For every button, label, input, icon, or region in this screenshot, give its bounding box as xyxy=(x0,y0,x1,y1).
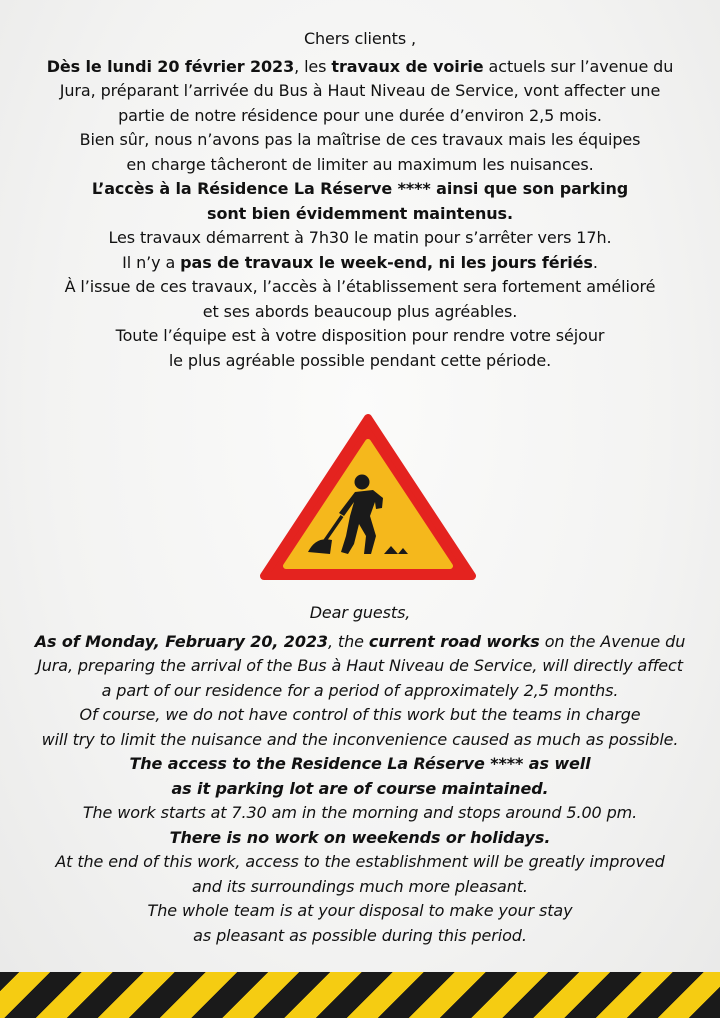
notice-line xyxy=(0,275,720,300)
notice-line xyxy=(0,153,720,178)
french-notice xyxy=(0,27,720,373)
french-body xyxy=(0,55,720,374)
bold-text: sont bien évidemment maintenus. xyxy=(207,203,513,223)
bold-text: current road works xyxy=(368,631,540,651)
notice-line xyxy=(0,128,720,153)
bold-text: pas de travaux le week-end, ni les jours fériés xyxy=(180,252,593,272)
text: At the end of this work, access to the establishment will be greatly improved xyxy=(55,852,665,871)
notice-line xyxy=(0,349,720,374)
french-greeting: Chers clients , xyxy=(303,29,417,48)
text: The work starts at 7.30 am in the morning and stops around 5.00 pm. xyxy=(82,803,638,822)
english-body xyxy=(0,630,720,949)
notice-line xyxy=(0,875,720,900)
text: , the xyxy=(327,631,369,651)
notice-line xyxy=(0,850,720,875)
text: as pleasant as possible during this period. xyxy=(193,925,527,945)
text: Toute l’équipe est à votre disposition pour rendre votre séjour xyxy=(115,326,605,345)
text: , les xyxy=(294,56,332,76)
notice-line xyxy=(0,104,720,129)
text: . xyxy=(592,252,598,272)
notice-line xyxy=(0,752,720,777)
text: a part of our residence for a period of approximately 2,5 months. xyxy=(101,680,619,700)
text: will try to limit the nuisance and the inconvenience caused as much as possible. xyxy=(41,729,679,749)
hazard-stripe-border xyxy=(0,972,720,1018)
text: et ses abords beaucoup plus agréables. xyxy=(202,301,518,321)
notice-line xyxy=(0,300,720,325)
bold-text: There is no work on weekends or holidays. xyxy=(169,827,551,847)
notice-line xyxy=(0,728,720,753)
english-notice xyxy=(0,601,720,948)
notice-line xyxy=(0,630,720,655)
notice-line xyxy=(0,202,720,227)
notice-line xyxy=(0,226,720,251)
notice-line xyxy=(0,324,720,349)
text: Jura, préparant l’arrivée du Bus à Haut Niveau de Service, vont affecter une xyxy=(59,81,661,100)
notice-line xyxy=(0,826,720,851)
text: Bien sûr, nous n’avons pas la maîtrise de ces travaux mais les équipes xyxy=(79,130,641,149)
notice-line xyxy=(0,654,720,679)
text: partie de notre résidence pour une durée d’environ 2,5 mois. xyxy=(118,105,602,125)
notice-line xyxy=(0,899,720,924)
text: and its surroundings much more pleasant. xyxy=(192,876,528,896)
text: The whole team is at your disposal to make your stay xyxy=(147,901,573,920)
bold-text: L’accès à la Résidence La Réserve **** ainsi que son parking xyxy=(91,179,629,198)
notice-line xyxy=(0,924,720,949)
bold-text: travaux de voirie xyxy=(331,56,484,76)
bold-text: Dès le lundi 20 février 2023 xyxy=(46,56,295,76)
text: actuels sur l’avenue du xyxy=(483,56,674,76)
text: Of course, we do not have control of this work but the teams in charge xyxy=(79,705,641,724)
notice-line xyxy=(0,801,720,826)
text: Il n’y a xyxy=(122,252,181,272)
notice-line xyxy=(0,679,720,704)
notice-line xyxy=(0,55,720,80)
bold-text: The access to the Residence La Réserve **** as well xyxy=(129,754,591,773)
text: on the Avenue du xyxy=(539,631,686,651)
text: en charge tâcheront de limiter au maximum les nuisances. xyxy=(126,154,594,174)
bold-text: as it parking lot are of course maintained. xyxy=(171,778,549,798)
text: le plus agréable possible pendant cette période. xyxy=(168,350,552,370)
bold-text: As of Monday, February 20, 2023 xyxy=(34,631,328,651)
text: Jura, preparing the arrival of the Bus à Haut Niveau de Service, will directly affect xyxy=(37,656,683,675)
notice-line xyxy=(0,251,720,276)
text: À l’issue de ces travaux, l’accès à l’établissement sera fortement amélioré xyxy=(64,277,656,296)
road-works-warning-sign-icon xyxy=(258,412,478,580)
notice-line xyxy=(0,177,720,202)
text: Les travaux démarrent à 7h30 le matin pour s’arrêter vers 17h. xyxy=(108,228,612,247)
notice-line xyxy=(0,703,720,728)
notice-line xyxy=(0,79,720,104)
english-greeting: Dear guests, xyxy=(309,603,411,622)
notice-line xyxy=(0,777,720,802)
